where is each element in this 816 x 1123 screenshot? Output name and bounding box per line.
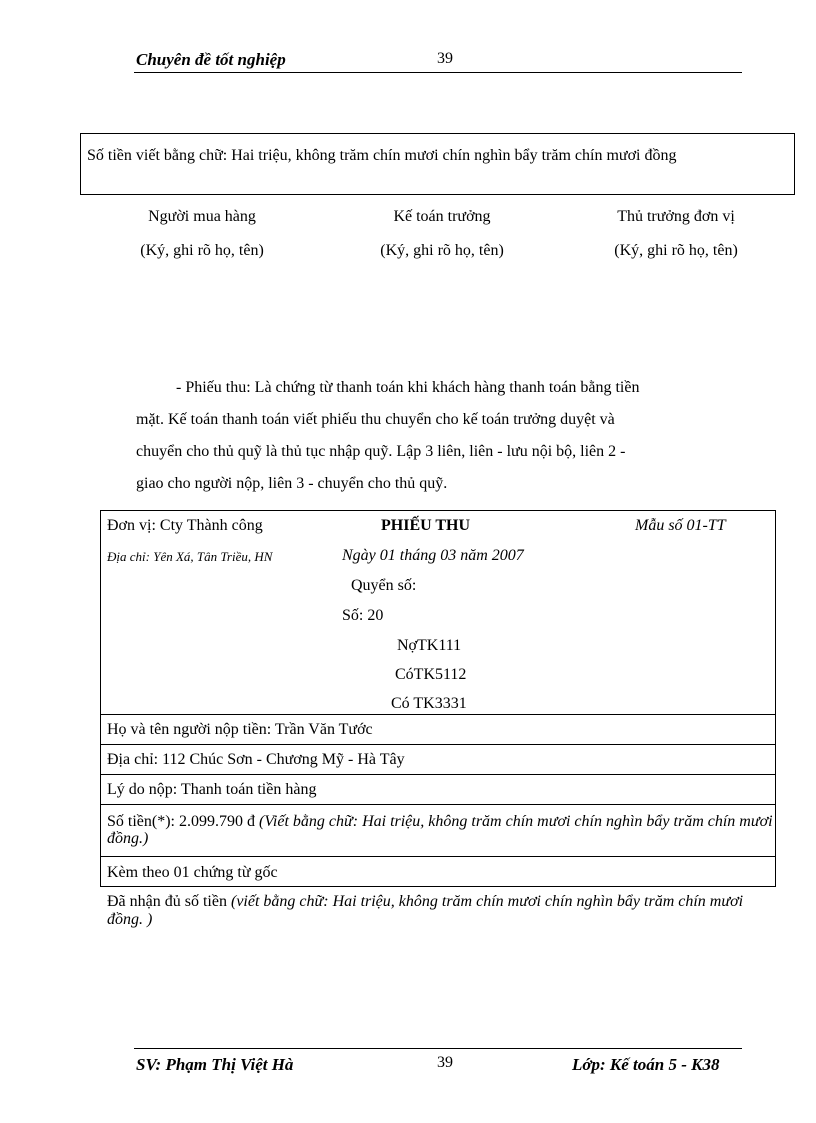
receipt-payer-address-row: Địa chỉ: 112 Chúc Sơn - Chương Mỹ - Hà Tây (101, 744, 775, 774)
paragraph-line: - Phiếu thu: Là chứng từ thanh toán khi khách hàng thanh toán bằng tiền (176, 379, 640, 396)
receipt-date: Ngày 01 tháng 03 năm 2007 (342, 547, 524, 564)
receipt-amount-words: (Viết bằng chữ: Hai triệu, không trăm chín mươi chín nghìn bẩy trăm chín mươi đồng.) (107, 813, 773, 847)
receipt-credit-account-2: Có TK3331 (391, 695, 467, 712)
header-title: Chuyên đề tốt nghiệp (136, 50, 286, 69)
received-label: Đã nhận đủ số tiền (107, 893, 227, 910)
amount-in-words-text: Số tiền viết bằng chữ: Hai triệu, không trăm chín mươi chín nghìn bẩy trăm chín mươi đồng (87, 147, 677, 164)
signature-role: Thủ trưởng đơn vị (617, 208, 735, 225)
receipt-title: PHIẾU THU (381, 517, 471, 534)
footer-student: SV: Phạm Thị Việt Hà (136, 1055, 294, 1074)
footer-page-number: 39 (437, 1054, 453, 1071)
receipt-debit-account: NợTK111 (397, 637, 462, 654)
received-statement (107, 893, 777, 929)
receipt-unit: Đơn vị: Cty Thành công (107, 517, 263, 534)
receipt-credit-account-1: CóTK5112 (395, 666, 467, 683)
received-words: (viết bằng chữ: Hai triệu, không trăm chín mươi chín nghìn bẩy trăm chín mươi đồng. ) (107, 893, 744, 928)
header-divider (134, 72, 742, 73)
receipt-number: Số: 20 (342, 607, 384, 624)
paragraph-line: giao cho người nộp, liên 3 - chuyển cho thủ quỹ. (136, 475, 448, 492)
header-page-number: 39 (437, 50, 453, 67)
receipt-reason-row: Lý do nộp: Thanh toán tiền hàng (101, 774, 775, 804)
receipt-form-number: Mẫu số 01-TT (635, 517, 726, 534)
footer-class: Lớp: Kế toán 5 - K38 (572, 1055, 720, 1074)
signature-head-of-unit (566, 208, 786, 260)
footer-divider (134, 1048, 742, 1049)
signature-note: (Ký, ghi rõ họ, tên) (380, 242, 504, 259)
receipt-amount: Số tiền(*): 2.099.790 đ (107, 813, 255, 830)
receipt-payer-row: Họ và tên người nộp tiền: Trần Văn Tước (101, 714, 775, 744)
signature-buyer (92, 208, 312, 260)
signature-role: Người mua hàng (148, 208, 256, 225)
receipt-form (100, 510, 776, 887)
receipt-book-number: Quyển số: (351, 577, 417, 594)
receipt-attachment-row: Kèm theo 01 chứng từ gốc (101, 856, 775, 887)
signature-role: Kế toán trưởng (393, 208, 491, 225)
receipt-amount-row (101, 804, 775, 856)
signature-chief-accountant (332, 208, 552, 260)
body-paragraph (136, 372, 740, 500)
paragraph-line: chuyển cho thủ quỹ là thủ tục nhập quỹ. Lập 3 liên, liên - lưu nội bộ, liên 2 - (136, 443, 626, 460)
signature-note: (Ký, ghi rõ họ, tên) (140, 242, 264, 259)
paragraph-line: mặt. Kế toán thanh toán viết phiếu thu chuyển cho kế toán trưởng duyệt và (136, 411, 615, 428)
amount-in-words-box (80, 133, 795, 195)
receipt-address: Địa chỉ: Yên Xá, Tân Triều, HN (107, 549, 273, 564)
signature-note: (Ký, ghi rõ họ, tên) (614, 242, 738, 259)
